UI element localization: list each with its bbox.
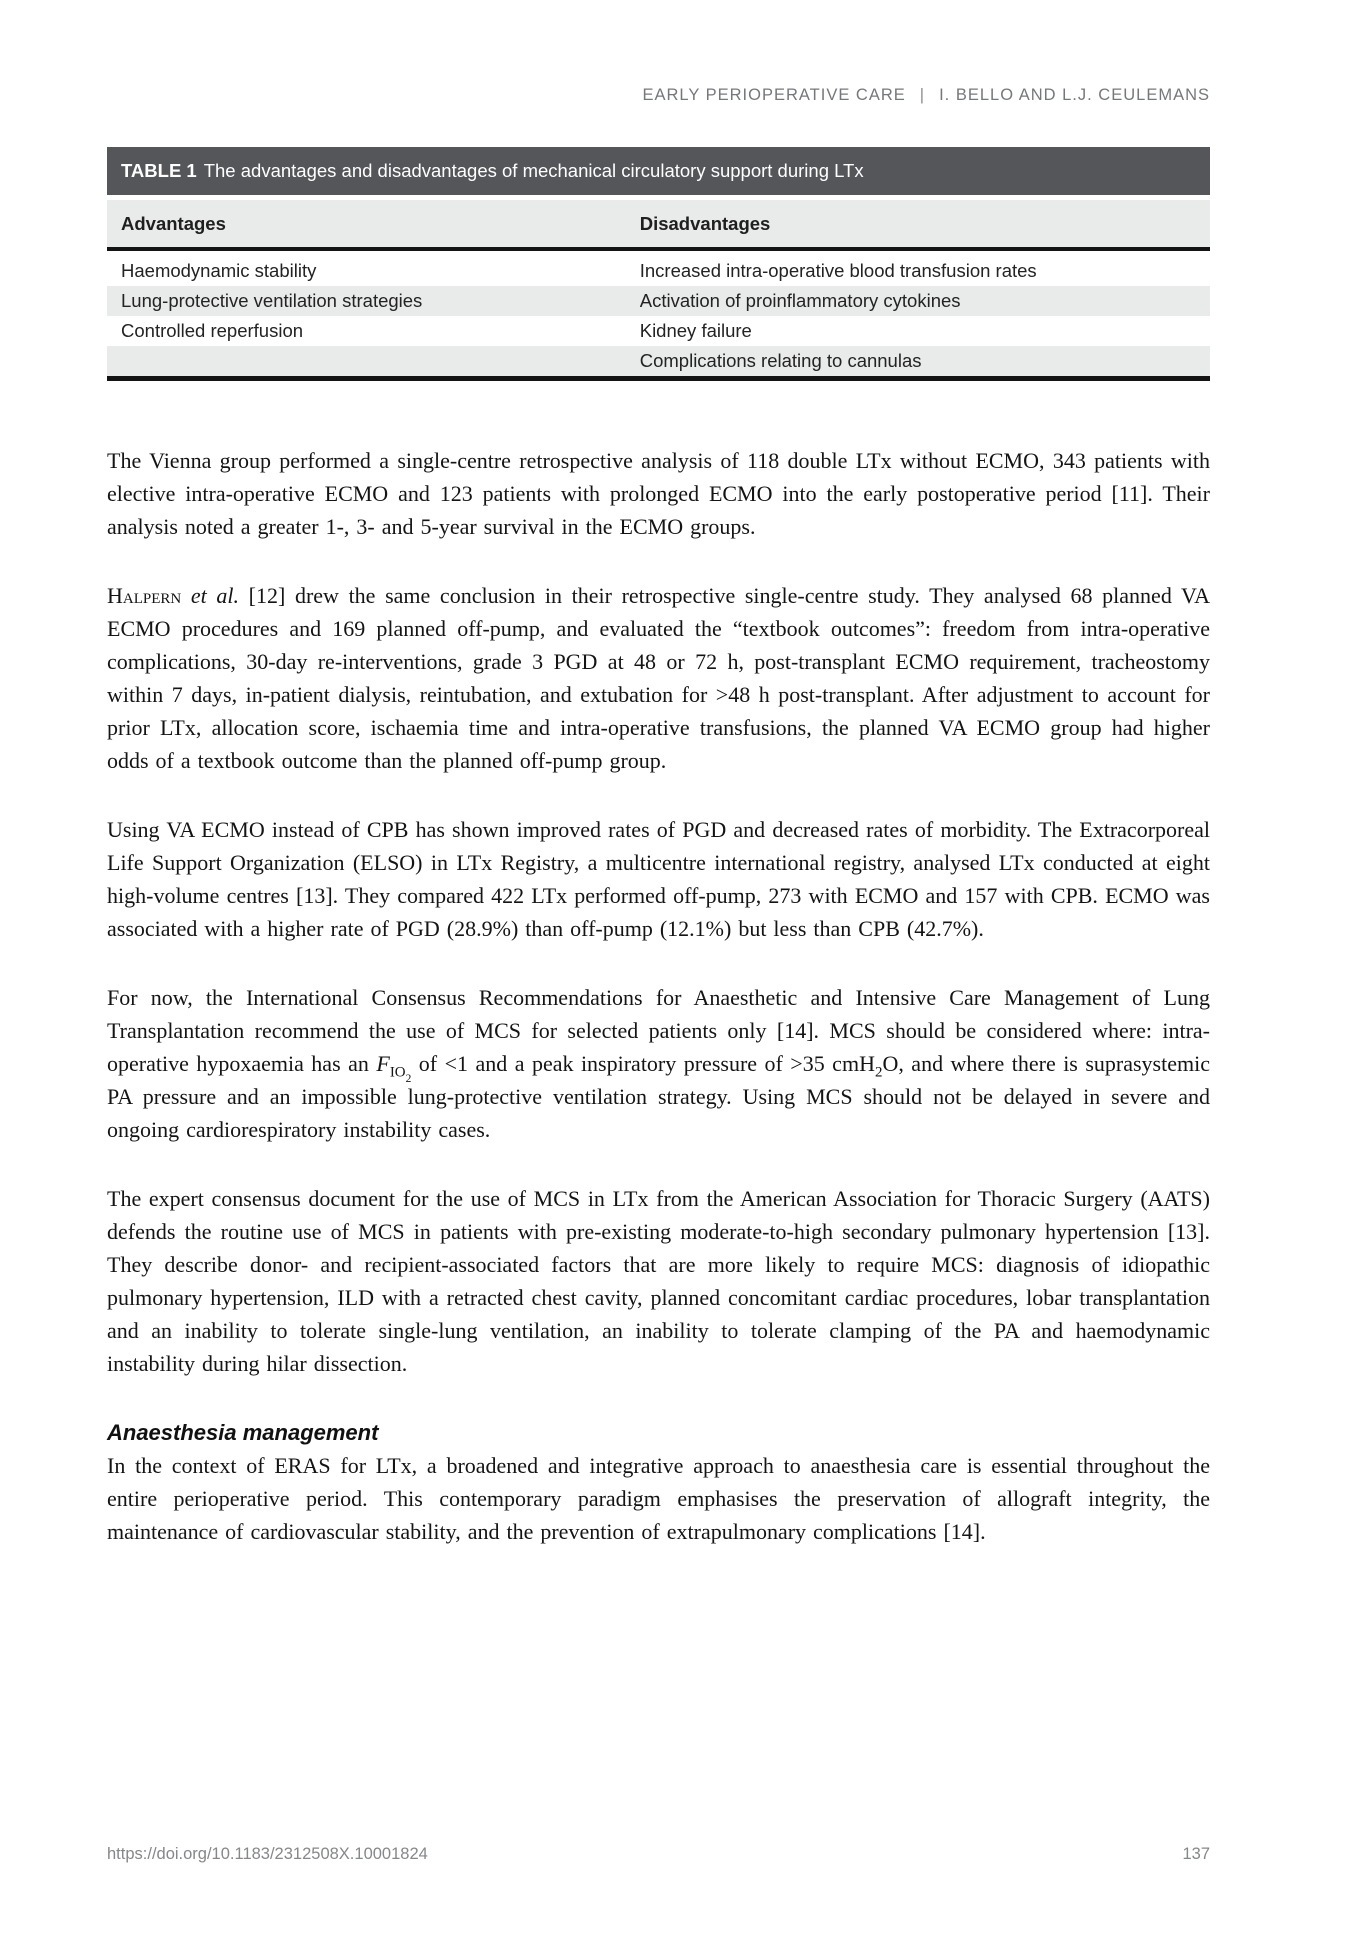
table-row — [107, 286, 1210, 316]
body-paragraph: Halpern et al. [12] drew the same conclusion in their retrospective single-centre study. They analysed 68 planned VA ECMO procedures and 169 planned off-pump, and evaluated the “textbook outcomes”: freedom from intra-operative complications, 30-day re-interventions, grade 3 PGD at 48 or 72 h, post-transplant ECMO requirement, tracheostomy within 7 days, in-patient dialysis, reintubation, and extubation for >48 h post-transplant. After adjustment to account for prior LTx, allocation score, ischaemia time and intra-operative transfusions, the planned VA ECMO group had higher odds of a textbook outcome than the planned off-pump group. — [107, 583, 1210, 773]
body-paragraph: In the context of ERAS for LTx, a broadened and integrative approach to anaesthesia care is essential throughout the entire perioperative period. This contemporary paradigm emphasises the preservation of allograft integrity, the maintenance of cardiovascular stability, and the prevention of extrapulmonary complications [14]. — [107, 1453, 1210, 1544]
page-footer — [107, 1845, 1210, 1864]
table-cell: Controlled reperfusion — [121, 320, 304, 341]
doi-link[interactable]: https://doi.org/10.1183/2312508X.10001824 — [107, 1845, 428, 1863]
table-cell: Complications relating to cannulas — [639, 350, 922, 371]
running-head-authors: I. BELLO AND L.J. CEULEMANS — [939, 86, 1210, 104]
table-caption-bar — [107, 147, 1210, 195]
table-row — [107, 346, 1210, 376]
table-grid — [107, 200, 1210, 381]
table-cell: Lung-protective ventilation strategies — [121, 290, 423, 311]
body-paragraph: Using VA ECMO instead of CPB has shown improved rates of PGD and decreased rates of morbidity. The Extracorporeal Life Support Organization (ELSO) in LTx Registry, a multicentre international registry, analysed LTx conducted at eight high-volume centres [13]. They compared 422 LTx performed off-pump, 273 with ECMO and 157 with CPB. ECMO was associated with a higher rate of PGD (28.9%) than off-pump (12.1%) but less than CPB (42.7%). — [107, 817, 1210, 941]
column-header-advantages: Advantages — [121, 212, 226, 234]
table-cell: Activation of proinflammatory cytokines — [639, 290, 961, 311]
table-1 — [107, 147, 1210, 381]
body-paragraph: The Vienna group performed a single-centre retrospective analysis of 118 double LTx without ECMO, 343 patients with elective intra-operative ECMO and 123 patients with prolonged ECMO into the early postoperative period [11]. Their analysis noted a greater 1-, 3- and 5-year survival in the ECMO groups. — [107, 448, 1210, 539]
running-head-title: EARLY PERIOPERATIVE CARE — [642, 86, 906, 104]
running-head — [107, 86, 1210, 105]
table-row — [107, 256, 1210, 286]
body-paragraph: For now, the International Consensus Recommendations for Anaesthetic and Intensive Care Management of Lung Transplantation recommend the use of MCS for selected patients only [14]. MCS should be considered where: intra-operative hypoxaemia has an $F_{IO2}$ of <1 and a peak inspiratory pressure of >35 cmH$_2$O, and where there is suprasystemic PA pressure and an impossible lung-protective ventilation strategy. Using MCS should not be delayed in severe and ongoing cardiorespiratory instability cases. — [107, 985, 1210, 1142]
body-paragraph: The expert consensus document for the use of MCS in LTx from the American Association for Thoracic Surgery (AATS) defends the routine use of MCS in patients with pre-existing moderate-to-high secondary pulmonary hypertension [13]. They describe donor- and recipient-associated factors that are more likely to require MCS: diagnosis of idiopathic pulmonary hypertension, ILD with a retracted chest cavity, planned concomitant cardiac procedures, lobar transplantation and an inability to tolerate single-lung ventilation, an inability to tolerate clamping of the PA and haemodynamic instability during hilar dissection. — [107, 1186, 1210, 1376]
article-body — [107, 444, 1210, 1584]
section-heading: Anaesthesia management — [107, 1420, 379, 1445]
table-cell: Haemodynamic stability — [121, 260, 317, 281]
table-body — [107, 251, 1210, 381]
table-cell: Kidney failure — [639, 320, 752, 341]
table-caption: The advantages and disadvantages of mechanical circulatory support during LTx — [203, 160, 864, 181]
table-cell: Increased intra-operative blood transfusion rates — [639, 260, 1037, 281]
table-row — [107, 316, 1210, 346]
running-head-separator: | — [919, 86, 926, 104]
page-number: 137 — [1182, 1845, 1210, 1863]
table-column-header-row — [107, 200, 1210, 251]
table-label: TABLE 1 — [121, 160, 197, 181]
column-header-disadvantages: Disadvantages — [639, 212, 771, 234]
